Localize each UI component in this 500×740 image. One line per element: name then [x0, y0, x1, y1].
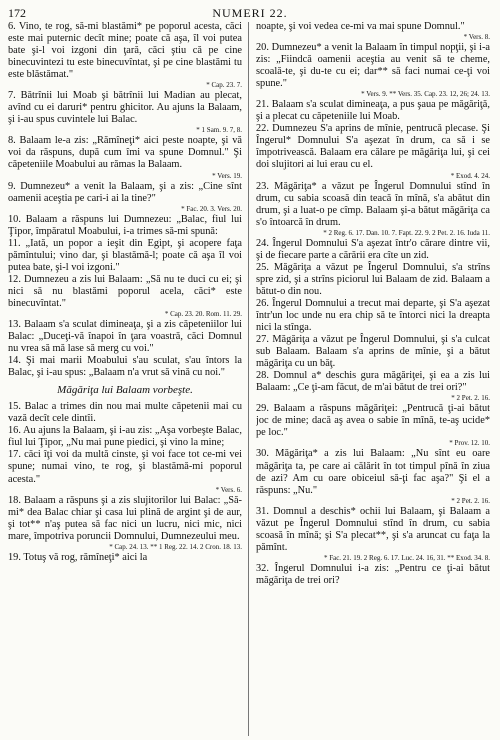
page-number: 172 — [8, 6, 26, 20]
section-heading: Măgăriţa lui Balaam vorbeşte. — [57, 384, 193, 397]
cross-reference-note: * 2 Reg. 6. 17. Dan. 10. 7. Fapt. 22. 9. 2 Pet. 2. 16. Iuda 11. — [323, 228, 490, 237]
verse-paragraph: 14. Şi mai marii Moabului s'au sculat, s'au întors la Balac, şi i-au spus: „Balaam n'a vrut să vină cu noi." — [8, 355, 242, 379]
verse-paragraph: 19. Totuş vă rog, rămîneţi* aici la — [8, 551, 148, 563]
cross-reference-note: * Vers. 8. — [463, 33, 490, 42]
cross-reference-note: * Cap. 24. 13. ** 1 Reg. 22. 14. 2 Cron. 18. 13. — [109, 542, 242, 551]
verse-paragraph: 6. Vino, te rog, să-mi blastămi* pe poporul acesta, căci este mai puternic decît mine; poate că aşa, îl voi putea bate şi-l voi izgoni din ţară, căci ştiu că pe cine binecuvintezi tu este binecuvîntat, şi pe cine blastămi tu este blăstămat." — [8, 21, 242, 81]
verse-paragraph: 25. Măgăriţa a văzut pe Îngerul Domnului, s'a strîns spre zid, şi a strîns piciorul lui Balaam de zid. Balaam a bătut-o din nou. — [256, 261, 490, 297]
verse-paragraph: 16. Au ajuns la Balaam, şi i-au zis: „Aşa vorbeşte Balac, fiul lui Ţipor, „Nu mai pune piedici, şi vino la mine; — [8, 425, 242, 449]
left-column — [8, 21, 242, 739]
verse-paragraph: 20. Dumnezeu* a venit la Balaam în timpul nopţii, şi i-a zis: „Fiindcă oamenii aceştia au venit să te cheme, scoală-te, şi du-te cu ei; dar** să faci numai ce-ţi voi spune." — [256, 42, 490, 90]
verse-paragraph: 26. Îngerul Domnului a trecut mai departe, şi S'a aşezat într'un loc unde nu era chip să te întorci nici la dreapta nici la stînga. — [256, 297, 490, 334]
column-divider — [248, 22, 249, 736]
page-header — [8, 5, 492, 21]
cross-reference-note: * Cap. 23. 20. Rom. 11. 29. — [164, 309, 242, 318]
cross-reference-note: * Fac. 21. 19. 2 Reg. 6. 17. Luc. 24. 16, 31. ** Exod. 34. 8. — [323, 553, 490, 562]
verse-paragraph: 28. Domnul a* deschis gura măgăriţei, şi ea a zis lui Balaam: „Ce ţi-am făcut, de m'ai bătut de trei ori?" — [256, 370, 490, 394]
cross-reference-note: * 2 Pet. 2. 16. — [451, 496, 490, 505]
verse-paragraph: 17. căci îţi voi da multă cinste, şi voi face tot ce-mi vei spune; numai vino, te rog, şi blastămă-mi poporul acesta." — [8, 449, 242, 485]
verse-paragraph: 7. Bătrînii lui Moab şi bătrînii lui Madian au plecat, avînd cu ei daruri* pentru ghicitor. Au ajuns la Balaam, şi i-au spus cuvintele lui Balac. — [8, 90, 242, 126]
verse-paragraph: 10. Balaam a răspuns lui Dumnezeu: „Balac, fiul lui Ţipor, împăratul Moabului, i-a trimes să-mi spună: — [8, 213, 242, 237]
verse-paragraph: 8. Balaam le-a zis: „Rămîneţi* aici peste noapte, şi vă voi da răspuns, după cum îmi va spune Domnul." Şi căpeteniile Moabului au rămas la Balaam. — [8, 135, 242, 171]
verse-paragraph: 24. Îngerul Domnului S'a aşezat într'o cărare dintre vii, şi de fiecare parte a cărării era cîte un zid. — [256, 237, 490, 261]
cross-reference-note: * Vers. 9. ** Vers. 35. Cap. 23. 12, 26; 24. 13. — [361, 90, 490, 99]
verse-paragraph: 15. Balac a trimes din nou mai multe căpetenii mai cu vază decît cele dintîi. — [8, 401, 242, 425]
right-column — [256, 21, 490, 739]
cross-reference-note: * 1 Sam. 9. 7, 8. — [196, 126, 242, 135]
cross-reference-note: * Fac. 20. 3. Vers. 20. — [181, 204, 242, 213]
verse-paragraph: 23. Măgăriţa* a văzut pe Îngerul Domnului stînd în drum, cu sabia scoasă din teacă în mînă, s'a abătut din drum, şi a luat-o pe cîmp. Balaam şi-a bătut măgăriţa ca s'o întoarcă în drum. — [256, 180, 490, 228]
cross-reference-note: * Vers. 19. — [212, 171, 242, 180]
verse-paragraph: 27. Măgăriţa a văzut pe Îngerul Domnului, şi s'a culcat sub Balaam. Balaam s'a aprins de mînie, şi a bătut măgăriţa cu un băţ. — [256, 334, 490, 370]
verse-paragraph: 32. Îngerul Domnului i-a zis: „Pentru ce ţi-ai bătut măgăriţa de trei ori? — [256, 562, 490, 586]
verse-paragraph: 29. Balaam a răspuns măgăriţei: „Pentrucă ţi-ai bătut joc de mine; dacă aş avea o sabie în mînă, te-aş ucide* pe loc." — [256, 403, 490, 439]
cross-reference-note: * Cap. 23. 7. — [206, 81, 242, 90]
cross-reference-note: * Prov. 12. 10. — [449, 439, 490, 448]
verse-paragraph: 9. Dumnezeu* a venit la Balaam, şi a zis: „Cine sînt oamenii aceştia pe cari-i ai la tine?" — [8, 180, 242, 204]
verse-paragraph: 12. Dumnezeu a zis lui Balaam: „Să nu te duci cu ei; şi nici să nu blastămi poporul acela, căci* este binecuvîntat." — [8, 273, 242, 309]
cross-reference-note: * Exod. 4. 24. — [450, 171, 490, 180]
verse-paragraph: 13. Balaam s'a sculat dimineaţa, şi a zis căpeteniilor lui Balac: „Duceţi-vă înapoi în ţara voastră, căci Domnul nu vrea să mă lase să merg cu voi." — [8, 318, 242, 355]
verse-paragraph: 30. Măgăriţa* a zis lui Balaam: „Nu sînt eu oare măgăriţa ta, pe care ai călărit în tot timpul pînă în ziua de azi? Am cu oare obiceiul să-ţi fac aşa?" Şi el a răspuns: „Nu." — [256, 448, 490, 496]
cross-reference-note: * 2 Pet. 2. 16. — [451, 394, 490, 403]
verse-paragraph: 31. Domnul a deschis* ochii lui Balaam, şi Balaam a văzut pe Îngerul Domnului stînd în drum, cu sabia scoasă în mînă; şi S'a plecat**, şi s'a aruncat cu faţa la pămînt. — [256, 505, 490, 553]
verse-paragraph: noapte, şi voi vedea ce-mi va mai spune Domnul." — [256, 21, 465, 32]
verse-paragraph: 11. „Iată, un popor a ieşit din Egipt, şi acopere faţa pămîntului; vino dar, şi blastămă-l; poate că aşa îl voi putea bate, şi-l voi izgoni." — [8, 237, 242, 273]
verse-paragraph: 18. Balaam a răspuns şi a zis slujitorilor lui Balac: „Să-mi* dea Balac chiar şi casa lui plină de argint şi de aur, şi tot** n'aş putea să fac nici un lucru, nici mic, nici mare, împotriva poruncii Domnului, Dumnezeului meu. — [8, 494, 242, 542]
verse-paragraph: 22. Dumnezeu S'a aprins de mînie, pentrucă plecase. Şi Îngerul* Domnului S'a aşezat în drum, ca să i se împotrivească. Balaam era călare pe măgăriţa lui, şi cei doi slujitori ai lui erau cu el. — [256, 123, 490, 171]
verse-paragraph: 21. Balaam s'a sculat dimineaţa, a pus şaua pe măgăriţă, şi a plecat cu căpeteniile lui Moab. — [256, 99, 490, 123]
cross-reference-note: * Vers. 6. — [215, 485, 242, 494]
running-head: NUMERI 22. — [212, 6, 288, 20]
